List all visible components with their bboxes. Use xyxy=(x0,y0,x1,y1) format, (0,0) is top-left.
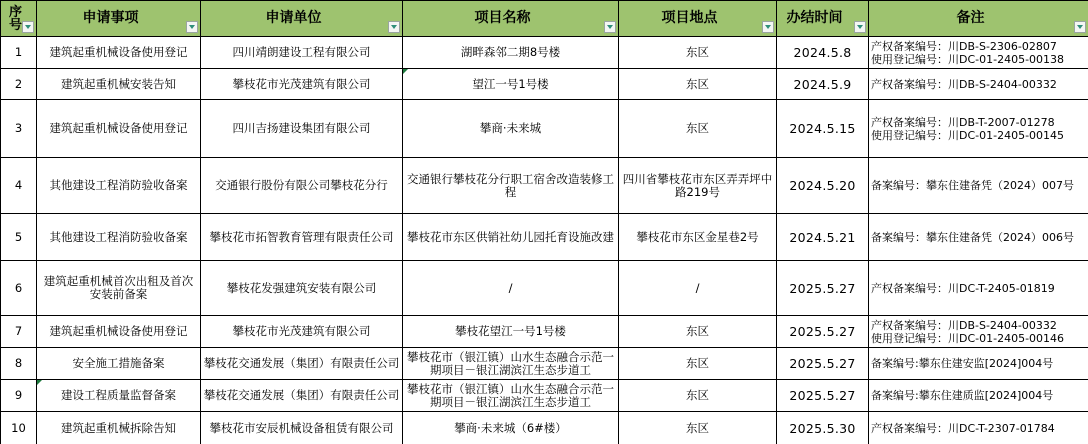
remark-line: 产权备案编号：川DB-S-2404-00332 xyxy=(871,77,1057,91)
cell-seq[interactable]: 4 xyxy=(1,158,37,214)
cell-seq[interactable]: 8 xyxy=(1,348,37,380)
cell-seq[interactable]: 3 xyxy=(1,100,37,158)
header-row xyxy=(1,1,1088,37)
cell-unit[interactable]: 攀枝花市光茂建筑有限公司 xyxy=(201,69,403,100)
filter-dropdown-icon[interactable] xyxy=(762,21,774,33)
cell-text: 攀枝花市（银江镇）山水生态融合示范一期项目－银江湖滨江生态步道工 xyxy=(407,349,614,377)
cell-project[interactable] xyxy=(403,380,619,412)
cell-date[interactable]: 2024.5.9 xyxy=(777,69,869,100)
cell-project[interactable]: / xyxy=(403,261,619,316)
remark-line: 使用登记编号：川DC-01-2405-00146 xyxy=(871,331,1065,345)
filter-dropdown-icon[interactable] xyxy=(388,21,400,33)
filter-dropdown-icon[interactable] xyxy=(1074,21,1086,33)
cell-seq[interactable]: 9 xyxy=(1,380,37,412)
cell-unit[interactable]: 攀枝花发强建筑安装有限公司 xyxy=(201,261,403,316)
cell-remark[interactable] xyxy=(869,380,1088,412)
cell-date[interactable]: 2025.5.27 xyxy=(777,348,869,380)
table-row xyxy=(1,412,1088,444)
filter-dropdown-icon[interactable] xyxy=(186,21,198,33)
column-header-label: 序号 xyxy=(8,4,22,33)
cell-remark[interactable] xyxy=(869,37,1088,69)
cell-text: 建筑起重机械首次出租及首次安装前备案 xyxy=(43,274,194,301)
cell-date[interactable]: 2024.5.21 xyxy=(777,214,869,261)
remark-line: 产权备案编号：川DC-T-2405-01819 xyxy=(871,281,1055,295)
filter-dropdown-icon[interactable] xyxy=(604,21,616,33)
remark-line: 产权备案编号：川DB-T-2007-01278 xyxy=(871,115,1055,129)
table-row xyxy=(1,158,1088,214)
remark-line: 产权备案编号：川DC-T-2307-01784 xyxy=(871,421,1055,435)
cell-text: 攀枝花市安辰机械设备租赁有限公司 xyxy=(209,420,394,435)
cell-date[interactable]: 2024.5.20 xyxy=(777,158,869,214)
cell-unit[interactable] xyxy=(201,348,403,380)
cell-remark[interactable] xyxy=(869,348,1088,380)
cell-project[interactable]: 攀商·未来城（6#楼） xyxy=(403,412,619,444)
cell-project[interactable] xyxy=(403,348,619,380)
table-row xyxy=(1,348,1088,380)
cell-text: 望江一号1号楼 xyxy=(472,76,549,91)
column-header-item xyxy=(37,1,201,37)
cell-date[interactable]: 2024.5.8 xyxy=(777,37,869,69)
remark-line: 备案编号:攀东住建安监[2024]004号 xyxy=(871,357,1054,370)
cell-item[interactable]: 建筑起重机械拆除告知 xyxy=(37,412,201,444)
table-row xyxy=(1,69,1088,100)
cell-project[interactable] xyxy=(403,69,619,100)
cell-item[interactable]: 其他建设工程消防验收备案 xyxy=(37,214,201,261)
filter-dropdown-icon[interactable] xyxy=(22,21,34,33)
cell-location[interactable]: 东区 xyxy=(619,100,777,158)
cell-location[interactable]: 东区 xyxy=(619,348,777,380)
cell-location[interactable]: 东区 xyxy=(619,380,777,412)
cell-text: 四川省攀枝花市东区弄弄坪中路219号 xyxy=(622,171,773,199)
remark-line: 备案编号:攀东住建质监[2024]004号 xyxy=(871,389,1054,402)
column-header-label: 项目名称 xyxy=(474,10,531,26)
column-header-project xyxy=(403,1,619,37)
cell-text: 攀枝花市东区供销社幼儿园托育设施改建 xyxy=(407,229,614,244)
remark-line: 备案编号：攀东住建备凭（2024）007号 xyxy=(871,179,1074,192)
cell-date[interactable]: 2025.5.30 xyxy=(777,412,869,444)
cell-unit[interactable]: 四川靖朗建设工程有限公司 xyxy=(201,37,403,69)
cell-item[interactable]: 建筑起重机械设备使用登记 xyxy=(37,316,201,348)
column-header-label: 项目地点 xyxy=(661,10,718,26)
cell-unit[interactable] xyxy=(201,380,403,412)
comment-marker xyxy=(37,380,42,385)
cell-remark[interactable] xyxy=(869,214,1088,261)
cell-seq[interactable]: 2 xyxy=(1,69,37,100)
column-header-seq xyxy=(1,1,37,37)
cell-seq[interactable]: 1 xyxy=(1,37,37,69)
table-row xyxy=(1,214,1088,261)
cell-unit[interactable]: 攀枝花市光茂建筑有限公司 xyxy=(201,316,403,348)
table-row xyxy=(1,261,1088,316)
remark-line: 产权备案编号：川DB-S-2306-02807 xyxy=(871,39,1057,53)
cell-location[interactable]: 东区 xyxy=(619,69,777,100)
cell-project[interactable] xyxy=(403,158,619,214)
cell-project[interactable] xyxy=(403,214,619,261)
cell-location[interactable] xyxy=(619,158,777,214)
cell-text: 建设工程质量监督备案 xyxy=(61,388,176,402)
cell-item[interactable]: 建筑起重机械设备使用登记 xyxy=(37,37,201,69)
cell-text: 攀枝花市（银江镇）山水生态融合示范一期项目－银江湖滨江生态步道工 xyxy=(407,381,614,409)
cell-remark[interactable] xyxy=(869,100,1088,158)
column-header-location xyxy=(619,1,777,37)
cell-location[interactable]: 东区 xyxy=(619,316,777,348)
cell-location[interactable]: 东区 xyxy=(619,412,777,444)
remark-line: 使用登记编号：川DC-01-2405-00145 xyxy=(871,128,1065,142)
cell-item[interactable] xyxy=(37,380,201,412)
cell-item[interactable]: 建筑起重机械设备使用登记 xyxy=(37,100,201,158)
cell-text: 攀枝花交通发展（集团）有限责任公司 xyxy=(203,388,400,402)
column-header-label: 备注 xyxy=(956,10,985,26)
cell-location[interactable]: 攀枝花市东区金星巷2号 xyxy=(619,214,777,261)
column-header-label: 办结时间 xyxy=(786,10,843,26)
cell-location[interactable]: / xyxy=(619,261,777,316)
cell-seq[interactable]: 10 xyxy=(1,412,37,444)
table-row xyxy=(1,380,1088,412)
cell-text: 攀枝花交通发展（集团）有限责任公司 xyxy=(203,356,400,370)
cell-remark[interactable] xyxy=(869,158,1088,214)
table-row xyxy=(1,316,1088,348)
cell-unit[interactable]: 交通银行股份有限公司攀枝花分行 xyxy=(201,158,403,214)
cell-seq[interactable]: 7 xyxy=(1,316,37,348)
cell-project[interactable]: 攀商·未来城 xyxy=(403,100,619,158)
remark-line: 产权备案编号：川DB-S-2404-00332 xyxy=(871,318,1057,332)
column-header-remark xyxy=(869,1,1088,37)
column-header-label: 申请事项 xyxy=(82,10,139,26)
cell-project[interactable]: 湖畔森邻二期8号楼 xyxy=(403,37,619,69)
remark-line: 使用登记编号：川DC-01-2405-00138 xyxy=(871,52,1065,66)
cell-item[interactable]: 其他建设工程消防验收备案 xyxy=(37,158,201,214)
cell-seq[interactable]: 6 xyxy=(1,261,37,316)
remark-line: 备案编号：攀东住建备凭（2024）006号 xyxy=(871,230,1074,244)
cell-unit[interactable] xyxy=(201,412,403,444)
cell-item[interactable]: 建筑起重机械安装告知 xyxy=(37,69,201,100)
cell-remark[interactable] xyxy=(869,69,1088,100)
table-row xyxy=(1,37,1088,69)
cell-date[interactable]: 2025.5.27 xyxy=(777,261,869,316)
cell-item[interactable] xyxy=(37,261,201,316)
cell-text: 交通银行攀枝花分行职工宿舍改造装修工程 xyxy=(407,171,614,199)
cell-remark[interactable] xyxy=(869,412,1088,444)
comment-marker xyxy=(403,69,408,74)
cell-project[interactable]: 攀枝花望江一号1号楼 xyxy=(403,316,619,348)
cell-seq[interactable]: 5 xyxy=(1,214,37,261)
cell-date[interactable]: 2025.5.27 xyxy=(777,316,869,348)
cell-date[interactable]: 2024.5.15 xyxy=(777,100,869,158)
cell-unit[interactable]: 攀枝花市拓智教育管理有限责任公司 xyxy=(201,214,403,261)
cell-date[interactable]: 2025.5.27 xyxy=(777,380,869,412)
cell-remark[interactable] xyxy=(869,316,1088,348)
column-header-unit xyxy=(201,1,403,37)
cell-item[interactable]: 安全施工措施备案 xyxy=(37,348,201,380)
filter-dropdown-icon[interactable] xyxy=(854,21,866,33)
cell-unit[interactable]: 四川吉扬建设集团有限公司 xyxy=(201,100,403,158)
column-header-date xyxy=(777,1,869,37)
cell-remark[interactable] xyxy=(869,261,1088,316)
column-header-label: 申请单位 xyxy=(265,10,322,26)
cell-location[interactable]: 东区 xyxy=(619,37,777,69)
table-row xyxy=(1,100,1088,158)
